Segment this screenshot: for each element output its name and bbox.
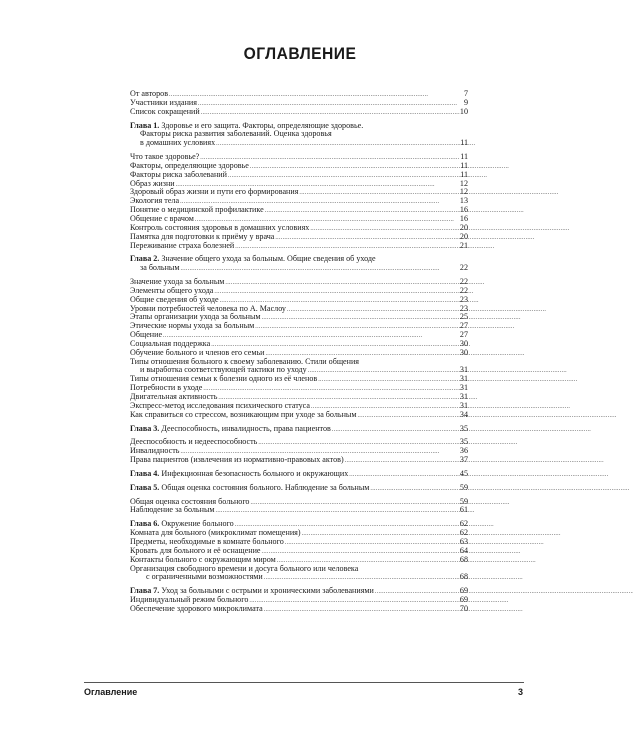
toc-entry-title: Типы отношения семьи к болезни одного из её членов [130,374,318,384]
toc-entry-page: 31 [459,374,468,384]
chapter-1-heading-end[interactable] [130,139,468,148]
chapter-label: Глава 4. [130,468,160,478]
chapter-title: Уход за больными с острыми и хроническими заболеваниями [161,586,374,596]
toc-entry-page: 23 [459,294,468,304]
chapter-title-line: Факторы риска развития заболеваний. Оценка здоровья [140,129,332,139]
chapter-title: Общая оценка состояния больного. Наблюдение за больным [161,482,370,492]
toc-entry-page: 70 [459,603,468,613]
toc-entry-page: 31 [459,392,468,401]
toc-entry-page: 22 [459,263,468,273]
toc-entry-multiline-end[interactable] [130,573,468,582]
chapter-title-line: Здоровье и его защита. Факторы, определяющие здоровье. [161,120,364,130]
toc-entry-title: Дееспособность и недееспособность [130,437,258,447]
toc-entry-page: 13 [459,196,468,206]
toc-entry[interactable] [130,456,468,465]
toc-entry-page: 45 [459,468,468,478]
toc-entry-abbreviations[interactable] [130,108,468,117]
toc-entry-title: Наблюдение за больным [130,505,215,515]
chapter-6 [130,520,468,582]
toc-entry-page: 12 [459,178,468,188]
chapter-label: Глава 7. [130,586,160,596]
toc-entry-page: 23 [459,303,468,313]
toc-entry-title: Этические нормы ухода за больным [130,321,255,331]
toc-entry-page: 62 [459,519,468,529]
toc-entry-title: Общение с врачом [130,213,194,223]
toc-entry-page: 25 [459,312,468,322]
toc-entry-title: Список сокращений [130,106,200,116]
toc-entry[interactable] [130,322,468,331]
toc-entry-title: Памятка для подготовки к приёму у врача [130,231,275,241]
toc-entry-title: Обучение больного и членов его семьи [130,347,265,357]
toc-entry-page: 7 [463,89,468,98]
toc-entry-title: От авторов [130,89,169,98]
toc-entry-title: Предметы, необходимые в комнате больного [130,536,284,546]
chapter-title-line: Значение общего ухода за больным. Общие сведения об уходе [161,254,376,264]
toc-entry-page: 22 [459,277,468,287]
toc-entry-title: Этапы организации ухода за больным [130,312,261,322]
chapter-3 [130,425,468,465]
toc-entry-page: 69 [459,595,468,605]
toc-entry-page: 63 [459,536,468,546]
toc-entry-page: 64 [459,545,468,555]
footer-page-number: 3 [517,687,523,697]
chapter-title: Дееспособность, инвалидность, права пациентов [161,423,331,433]
chapter-7 [130,587,468,614]
toc-entry-page: 36 [459,446,468,456]
chapter-2-heading-end[interactable] [130,264,468,273]
toc-entry-title: Общая оценка состояния больного [130,496,250,506]
toc-entry-title: Образ жизни [130,178,175,188]
toc-entry-multiline[interactable]: Организация свободного времени и досуга больного или человека [130,563,359,573]
toc-entry-page: 22 [459,285,468,295]
toc-entry-page: 11 [460,169,468,179]
chapter-title: Инфекционная безопасность больного и окружающих [161,468,349,478]
page-title: ОГЛАВЛЕНИЕ [243,44,357,63]
chapter-3-heading[interactable] [130,425,468,434]
toc-entry-page: 16 [459,213,468,223]
toc-entry-title: за больным [140,263,180,273]
toc-entry-page: 9 [463,97,468,107]
toc-entry-title: Контакты больного с окружающим миром [130,554,276,564]
chapter-2 [130,255,468,419]
toc-entry-title: Уровни потребностей человека по А. Маслоу [130,303,286,313]
toc-entry[interactable] [130,411,468,420]
toc-entry-page: 68 [459,572,468,582]
chapter-5 [130,484,468,516]
chapter-5-heading[interactable] [130,484,468,493]
toc-entry-page: 34 [459,409,468,419]
toc-entry-title: Факторы, определяющие здоровье [130,160,249,170]
toc-entry-page: 27 [459,330,468,340]
toc-entry-title: Элементы общего ухода [130,285,214,295]
chapter-label: Глава 1. [130,120,160,130]
toc-entry-title: Как справиться со стрессом, возникающим при уходе за больным [130,409,357,419]
chapter-title: Окружение больного [161,519,234,529]
toc-entry[interactable] [130,188,468,197]
toc-entry-title: Инвалидность [130,446,180,456]
toc-entry-page: 11 [460,152,468,162]
toc-entry-page: 62 [459,528,468,538]
toc-entry-title: Социальная поддержка [130,338,211,348]
footer-divider [84,682,524,683]
toc-entry-title: Права пациентов (извлечения из нормативно-правовых актов) [130,455,344,465]
toc-entry-page: 35 [459,437,468,447]
chapter-1 [130,122,468,251]
toc-entry-title: и выработка соответствующей тактики по уходу [140,365,307,375]
chapter-label: Глава 6. [130,519,160,529]
toc-entry-title: в домашних условиях [140,138,216,148]
toc-entry-page: 12 [459,187,468,197]
toc-entry-page: 27 [459,321,468,331]
toc-entry-title: Индивидуальный режим больного [130,595,249,605]
chapter-4-heading[interactable] [130,470,468,479]
toc-entry-page: 61 [459,505,468,515]
toc-entry-title: Контроль состояния здоровья в домашних условиях [130,222,310,232]
toc-entry[interactable] [130,242,468,251]
toc-entry-title: Факторы риска заболеваний [130,169,227,179]
table-of-contents [130,90,468,614]
toc-entry-page: 20 [459,231,468,241]
toc-entry-page: 68 [459,554,468,564]
toc-entry-title: Переживание страха болезней [130,240,235,250]
toc-entry-title: Общение [130,330,163,340]
toc-entry-title: с ограниченными возможностями [146,572,263,582]
toc-entry-title: Участники издания [130,97,197,107]
chapter-2-heading[interactable] [130,255,468,264]
footer-section-title: Оглавление [84,687,138,697]
toc-entry[interactable] [130,171,468,180]
toc-entry-page: 59 [459,496,468,506]
toc-entry-page: 37 [459,455,468,465]
toc-entry-page: 11 [460,160,468,170]
toc-entry-page: 21 [459,240,468,250]
toc-entry-title: Здоровый образ жизни и пути его формирования [130,187,299,197]
toc-entry-title: Обеспечение здорового микроклимата [130,603,263,613]
chapter-label: Глава 5. [130,482,160,492]
toc-entry-title: Экспресс-метод исследования психического статуса [130,400,310,410]
toc-entry-title: Что такое здоровье? [130,152,200,162]
toc-entry-title: Двигательная активность [130,392,218,401]
toc-entry-page: 31 [459,383,468,393]
toc-entry-title: Понятие о медицинской профилактике [130,205,264,215]
toc-entry-multiline[interactable]: Типы отношения больного к своему заболеванию. Стили общения [130,356,360,366]
toc-entry[interactable] [130,506,468,515]
toc-entry-page: 10 [459,106,468,116]
toc-entry-title: Экология тела [130,196,180,206]
chapter-label: Глава 3. [130,423,160,433]
toc-entry-page: 30 [459,347,468,357]
toc-entry-title: Комната для больного (микроклимат помещения) [130,528,301,538]
toc-entry-title: Потребности в уходе [130,383,203,393]
toc-entry-page: 31 [459,400,468,410]
toc-entry-page: 35 [459,423,468,433]
toc-entry[interactable] [130,605,468,614]
toc-entry-page: 59 [459,482,468,492]
chapter-4 [130,470,468,479]
toc-entry-page: 11 [460,138,468,148]
toc-entry-title: Кровать для больного и её оснащение [130,545,261,555]
toc-entry-title: Значение ухода за больным [130,277,225,287]
toc-entry-page: 20 [459,222,468,232]
toc-entry-page: 30 [459,338,468,348]
toc-entry-title: Общие сведения об уходе [130,294,219,304]
toc-entry-page: 16 [459,205,468,215]
toc-entry-page: 69 [459,586,468,596]
chapter-label: Глава 2. [130,254,160,264]
toc-entry-page: 31 [459,365,468,375]
toc-entry[interactable] [130,438,468,447]
